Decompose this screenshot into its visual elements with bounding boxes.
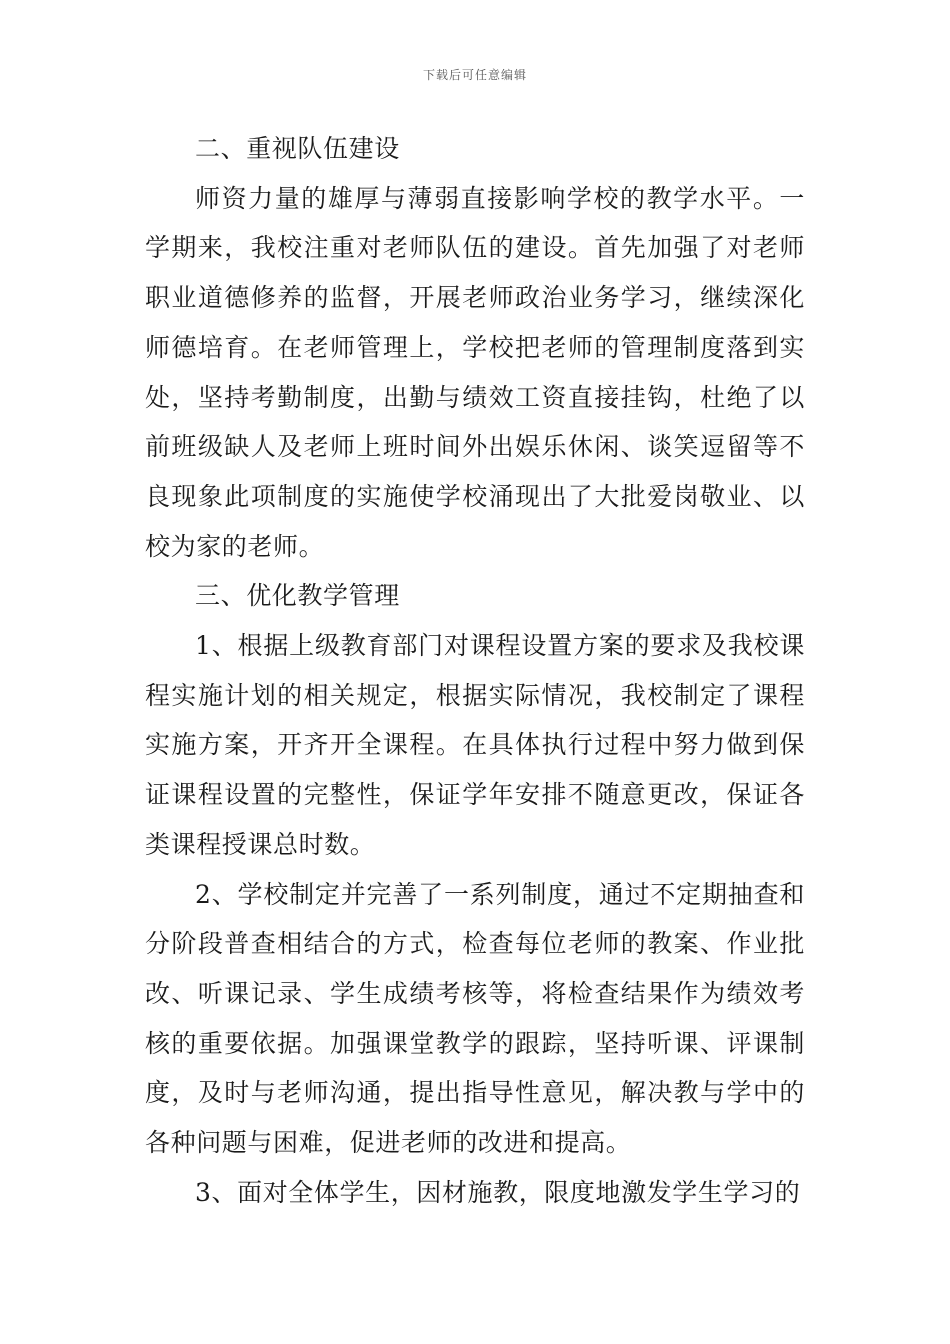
page-header: 下载后可任意编辑 — [422, 68, 527, 82]
paragraph-item-3: 3、面对全体学生，因材施教，限度地激发学生学习的 — [195, 1177, 801, 1207]
paragraph-item-1: 1、根据上级教育部门对课程设置方案的要求及我校课程实施计划的相关规定，根据实际情况，我校制定了课程实施方案，开齐开全课程。在具体执行过程中努力做到保证课程设置的完整性，保证学年安排不随意更改，保证各类课程授课总时数。 — [145, 631, 805, 859]
section-heading-teaching-management: 三、优化教学管理 — [195, 581, 400, 611]
document-body — [145, 124, 805, 1217]
paragraph-item-2: 2、学校制定并完善了一系列制度，通过不定期抽查和分阶段普查相结合的方式，检查每位老师的教案、作业批改、听课记录、学生成绩考核等，将检查结果作为绩效考核的重要依据。加强课堂教学的跟踪，坚持听课、评课制度，及时与老师沟通，提出指导性意见，解决教与学中的各种问题与困难，促进老师的改进和提高。 — [145, 879, 805, 1158]
paragraph-team-building: 师资力量的雄厚与薄弱直接影响学校的教学水平。一学期来，我校注重对老师队伍的建设。首先加强了对老师职业道德修养的监督，开展老师政治业务学习，继续深化师德培育。在老师管理上，学校把老师的管理制度落到实处，坚持考勤制度，出勤与绩效工资直接挂钩，杜绝了以前班级缺人及老师上班时间外出娱乐休闲、谈笑逗留等不良现象此项制度的实施使学校涌现出了大批爱岗敬业、以校为家的老师。 — [145, 183, 805, 561]
section-heading-team-building: 二、重视队伍建设 — [195, 134, 400, 163]
